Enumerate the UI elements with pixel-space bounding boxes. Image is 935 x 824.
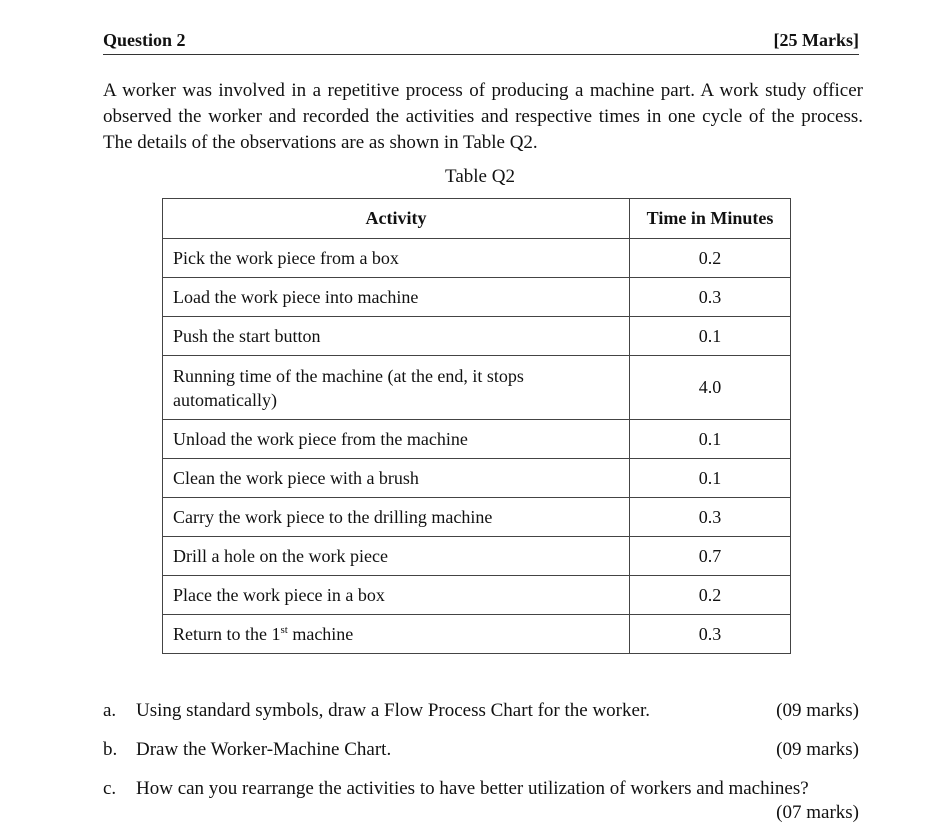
question-letter: b.	[103, 739, 118, 760]
time-cell: 0.3	[630, 615, 791, 654]
table-caption: Table Q2	[445, 166, 515, 187]
time-cell: 0.2	[630, 239, 791, 278]
table-header-row	[163, 199, 791, 239]
sub-question-a	[103, 700, 859, 739]
question-text: Draw the Worker-Machine Chart.	[136, 739, 392, 760]
sub-questions	[103, 700, 859, 823]
activity-cell: Unload the work piece from the machine	[163, 420, 630, 459]
activity-cell: Place the work piece in a box	[163, 576, 630, 615]
sub-question-c	[103, 778, 859, 823]
table-row	[163, 537, 791, 576]
activity-cell	[163, 356, 630, 420]
question-text: How can you rearrange the activities to have better utilization of workers and machines?	[136, 778, 809, 799]
ordinal-suffix: st	[280, 623, 288, 636]
question-marks: (07 marks)	[776, 802, 859, 823]
table-row	[163, 278, 791, 317]
table-row	[163, 239, 791, 278]
table-row	[163, 317, 791, 356]
activity-label: Running time of the machine (at the end, it stops automatically)	[173, 365, 524, 410]
table-row	[163, 420, 791, 459]
activity-prefix: Return to the 1	[173, 623, 281, 644]
time-cell: 0.1	[630, 420, 791, 459]
time-cell: 0.2	[630, 576, 791, 615]
time-cell: 0.3	[630, 278, 791, 317]
time-cell: 4.0	[630, 356, 791, 420]
header-activity: Activity	[163, 199, 630, 239]
table-row	[163, 356, 791, 420]
question-letter: a.	[103, 700, 117, 721]
question-marks: (09 marks)	[776, 700, 859, 721]
activity-cell: Clean the work piece with a brush	[163, 459, 630, 498]
sub-question-b	[103, 739, 859, 778]
activity-cell: Carry the work piece to the drilling machine	[163, 498, 630, 537]
activity-cell	[163, 615, 630, 654]
time-cell: 0.7	[630, 537, 791, 576]
table-row	[163, 498, 791, 537]
activity-cell: Pick the work piece from a box	[163, 239, 630, 278]
question-intro: A worker was involved in a repetitive process of producing a machine part. A work study officer observed the worker and recorded the activities and respective times in one cycle of the process. The details of the observations are as shown in Table Q2.	[103, 80, 863, 153]
total-marks: [25 Marks]	[773, 30, 859, 50]
time-cell: 0.1	[630, 459, 791, 498]
question-header	[103, 30, 859, 55]
header-time: Time in Minutes	[630, 199, 791, 239]
activity-suffix: machine	[287, 623, 354, 644]
activity-cell: Push the start button	[163, 317, 630, 356]
table-row	[163, 576, 791, 615]
question-text: Using standard symbols, draw a Flow Process Chart for the worker.	[136, 700, 650, 721]
time-cell: 0.3	[630, 498, 791, 537]
time-cell: 0.1	[630, 317, 791, 356]
activity-cell: Load the work piece into machine	[163, 278, 630, 317]
question-letter: c.	[103, 778, 117, 799]
table-row	[163, 615, 791, 654]
activity-table	[162, 198, 791, 654]
activity-cell: Drill a hole on the work piece	[163, 537, 630, 576]
question-title: Question 2	[103, 30, 186, 50]
question-marks: (09 marks)	[776, 739, 859, 760]
table-row	[163, 459, 791, 498]
